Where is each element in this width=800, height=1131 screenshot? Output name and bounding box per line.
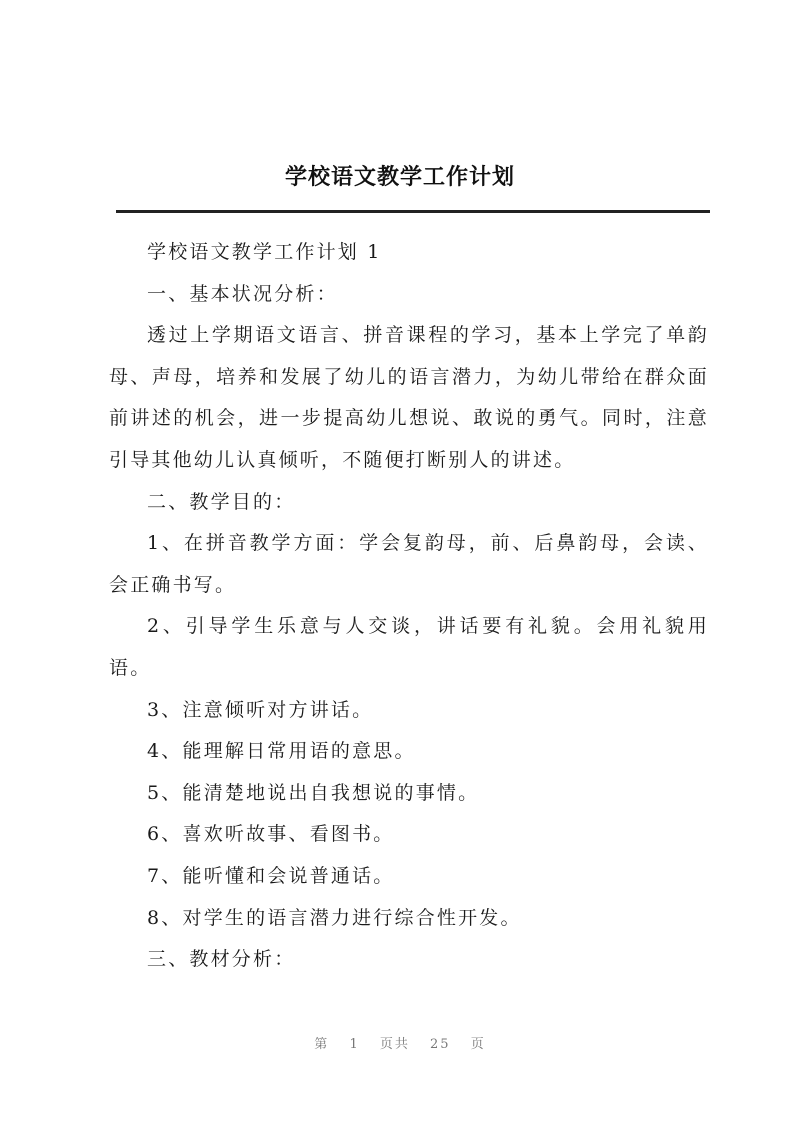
page-footer <box>0 1033 800 1052</box>
document-body <box>109 232 709 981</box>
paragraph: 5、能清楚地说出自我想说的事情。 <box>147 781 480 804</box>
paragraph: 6、喜欢听故事、看图书。 <box>147 823 395 846</box>
current-page-number: 1 <box>349 1037 360 1052</box>
page-label-prefix: 第 <box>314 1037 330 1052</box>
paragraph: 一、基本状况分析： <box>147 282 338 305</box>
page-label-middle: 页共 <box>379 1037 410 1052</box>
document-title: 学校语文教学工作计划 <box>284 165 515 190</box>
paragraph: 学校语文教学工作计划 1 <box>147 241 382 263</box>
paragraph: 3、注意倾听对方讲话。 <box>147 698 374 721</box>
paragraph: 二、教学目的： <box>147 490 296 513</box>
paragraph: 4、能理解日常用语的意思。 <box>147 740 416 763</box>
page-label-suffix: 页 <box>470 1037 486 1052</box>
title-divider <box>116 210 710 213</box>
paragraph: 2、引导学生乐意与人交谈，讲话要有礼貌。会用礼貌用语。 <box>109 615 709 679</box>
paragraph: 三、教材分析： <box>147 948 296 971</box>
paragraph: 7、能听懂和会说普通话。 <box>147 864 395 887</box>
paragraph: 透过上学期语文语言、拼音课程的学习，基本上学完了单韵母、声母，培养和发展了幼儿的语言潜力，为幼儿带给在群众面前讲述的机会，进一步提高幼儿想说、敢说的勇气。同时，注意引导其他幼儿认真倾听，不随便打断别人的讲述。 <box>109 324 709 471</box>
paragraph: 8、对学生的语言潜力进行综合性开发。 <box>147 906 522 929</box>
paragraph: 1、在拼音教学方面：学会复韵母，前、后鼻韵母，会读、会正确书写。 <box>109 532 709 596</box>
total-pages-number: 25 <box>430 1037 451 1052</box>
